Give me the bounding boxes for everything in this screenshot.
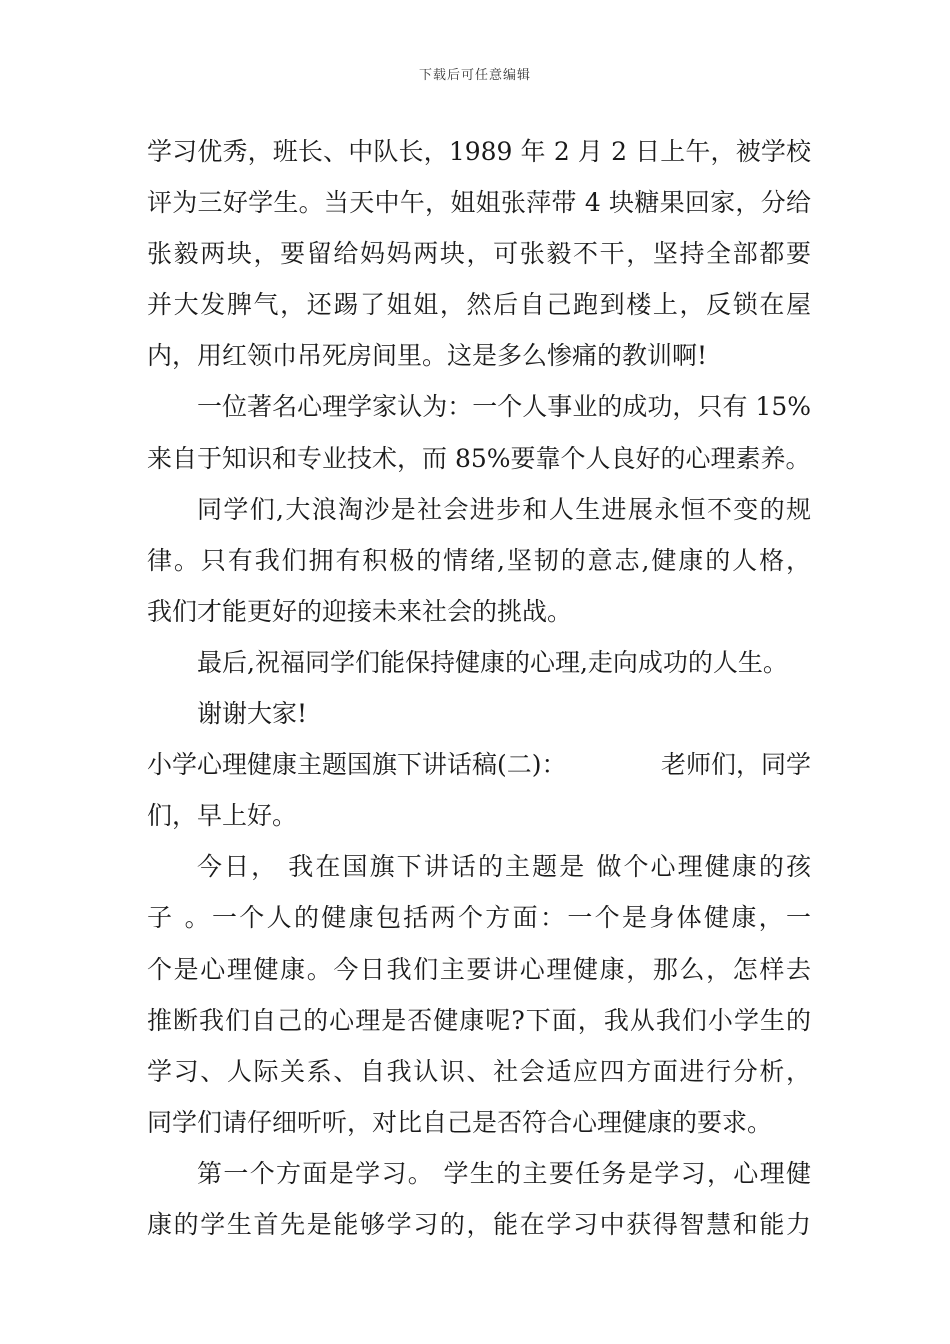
text-line: 律。只有我们拥有积极的情绪,坚韧的意志,健康的人格，: [147, 545, 811, 575]
text-line: 推断我们自己的心理是否健康呢?下面，我从我们小学生的: [147, 1005, 811, 1035]
section-heading-line: [147, 739, 811, 790]
text-line: 最后,祝福同学们能保持健康的心理,走向成功的人生。: [197, 647, 788, 677]
text-line: 们，早上好。: [147, 801, 298, 831]
text-line: 个是心理健康。今日我们主要讲心理健康，那么，怎样去: [147, 954, 811, 984]
text-line: 同学们请仔细听听，对比自己是否符合心理健康的要求。: [147, 1107, 773, 1137]
text-line: 第一个方面是学习。 学生的主要任务是学习，心理健: [197, 1158, 811, 1188]
text-line: 并大发脾气，还踢了姐姐，然后自己跑到楼上，反锁在屋: [147, 290, 811, 320]
text-line: 内，用红领巾吊死房间里。这是多么惨痛的教训啊!: [147, 341, 708, 371]
text-line: 康的学生首先是能够学习的，能在学习中获得智慧和能力: [147, 1209, 811, 1239]
text-line: 今日， 我在国旗下讲话的主题是 做个心理健康的孩: [197, 852, 811, 882]
text-line: 来自于知识和专业技术，而 85%要靠个人良好的心理素养。: [147, 443, 811, 473]
text-line: 我们才能更好的迎接未来社会的挑战。: [147, 596, 573, 626]
greeting-start: 老师们，同学: [660, 750, 811, 780]
page-header: 下载后可任意编辑: [418, 68, 531, 83]
text-line: 学习优秀，班长、中队长，1989 年 2 月 2 日上午，被学校: [147, 137, 811, 166]
document-body: [147, 126, 811, 1250]
text-line: 谢谢大家!: [197, 699, 308, 729]
text-line: 同学们,大浪淘沙是社会进步和人生进展永恒不变的规: [197, 494, 811, 524]
section-heading: 小学心理健康主题国旗下讲话稿(二)：: [147, 750, 567, 780]
text-line: 张毅两块，要留给妈妈两块，可张毅不干，坚持全部都要: [147, 239, 811, 269]
text-line: 学习、人际关系、自我认识、社会适应四方面进行分析，: [147, 1056, 811, 1086]
text-line: 一位著名心理学家认为：一个人事业的成功，只有 15%: [197, 392, 811, 422]
text-line: 评为三好学生。当天中午，姐姐张萍带 4 块糖果回家，分给: [147, 188, 811, 218]
text-line: 子 。一个人的健康包括两个方面：一个是身体健康，一: [147, 903, 811, 933]
